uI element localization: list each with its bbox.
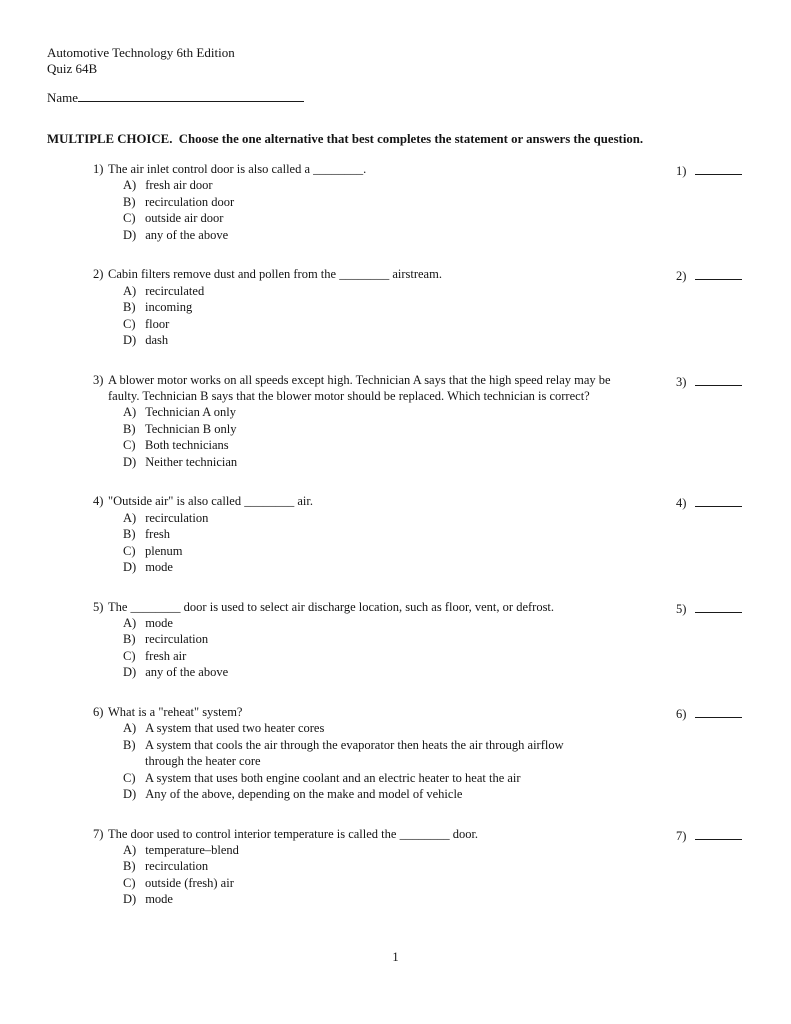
choice-text — [145, 227, 228, 243]
choice-row — [123, 437, 746, 453]
choice-letter: C) — [123, 875, 136, 890]
answer-slot — [676, 373, 742, 390]
quiz-number: Quiz 64B — [47, 60, 98, 76]
answer-blank-line — [695, 162, 742, 175]
answer-number: 7) — [676, 828, 687, 843]
choice-text — [145, 526, 170, 542]
choice-letter: A) — [123, 510, 137, 525]
choice-letter: D) — [123, 454, 137, 469]
answer-blank-line — [695, 373, 742, 386]
choice-text-line: temperature–blend — [145, 842, 239, 857]
choice-text-line: fresh — [145, 527, 170, 542]
choice-row — [123, 737, 746, 770]
choice-letter: D) — [123, 227, 137, 242]
question — [93, 161, 746, 243]
choice-text-line: outside air door — [145, 211, 224, 226]
question-text-line: The ________ door is used to select air discharge location, such as floor, vent, or defrost. — [108, 599, 555, 614]
question-text — [108, 372, 611, 405]
answer-slot — [676, 162, 742, 179]
choice-text-line: recirculation — [145, 510, 209, 525]
answer-slot — [676, 494, 742, 511]
choices-list — [123, 404, 746, 470]
answer-slot — [676, 827, 742, 844]
choice-letter: A) — [123, 615, 137, 630]
question-text-line: faulty. Technician B says that the blower motor should be replaced. Which technician is correct? — [108, 388, 590, 403]
name-blank-line — [78, 88, 304, 102]
question-number: 6) — [93, 704, 104, 719]
answer-number: 3) — [676, 374, 687, 389]
choice-letter: B) — [123, 421, 136, 436]
question-text — [108, 599, 554, 615]
choice-text — [145, 194, 234, 210]
choice-text — [145, 177, 212, 193]
answer-slot — [676, 705, 742, 722]
question-number: 7) — [93, 826, 104, 841]
choice-row — [123, 332, 746, 348]
choice-text — [145, 283, 204, 299]
choice-letter: C) — [123, 770, 136, 785]
choice-letter: D) — [123, 892, 137, 907]
choice-text-line: floor — [145, 316, 170, 331]
choice-text-line: mode — [145, 892, 173, 907]
answer-number: 1) — [676, 164, 687, 178]
question-text — [108, 704, 242, 720]
choice-text-line: mode — [145, 560, 173, 575]
choice-text — [145, 891, 173, 907]
answer-blank-line — [695, 705, 742, 718]
choice-letter: A) — [123, 283, 137, 298]
question-stem — [93, 599, 746, 615]
choice-row — [123, 720, 746, 736]
question — [93, 266, 746, 348]
choice-text — [145, 299, 192, 315]
choice-text — [145, 786, 462, 802]
choice-text-line: recirculated — [145, 283, 205, 298]
choice-row — [123, 454, 746, 470]
choice-row — [123, 631, 746, 647]
choices-list — [123, 510, 746, 576]
question-text-line: Cabin filters remove dust and pollen from the ________ airstream. — [108, 267, 442, 282]
question-text — [108, 826, 478, 842]
question — [93, 704, 746, 803]
section-heading: MULTIPLE CHOICE. Choose the one alternative that best completes the statement or answers the question. — [47, 132, 644, 146]
choice-row — [123, 786, 746, 802]
choice-text-line: Technician B only — [145, 421, 237, 436]
answer-number: 5) — [676, 601, 687, 616]
choice-letter: B) — [123, 737, 136, 752]
choice-text-line: any of the above — [145, 665, 229, 680]
choice-row — [123, 210, 746, 226]
question-text-line: A blower motor works on all speeds except high. Technician A says that the high speed relay may be — [108, 372, 611, 387]
choice-row — [123, 299, 746, 315]
choice-row — [123, 858, 746, 874]
choice-text-line: mode — [145, 615, 173, 630]
question-number: 1) — [93, 162, 104, 176]
answer-number: 4) — [676, 496, 687, 511]
page-number: 1 — [392, 950, 399, 964]
choice-text — [145, 631, 208, 647]
choice-row — [123, 194, 746, 210]
question-stem — [93, 493, 746, 509]
question-stem — [93, 826, 746, 842]
choice-text — [145, 437, 229, 453]
choice-text — [145, 454, 237, 470]
choice-text — [145, 875, 234, 891]
answer-blank-line — [695, 600, 742, 613]
choice-row — [123, 227, 746, 243]
choice-text-line: A system that cools the air through the evaporator then heats the air through airflow — [145, 737, 564, 752]
choice-row — [123, 770, 746, 786]
choice-letter: A) — [123, 842, 137, 857]
question-text-line: What is a "reheat" system? — [108, 704, 243, 719]
choice-row — [123, 510, 746, 526]
choice-text — [145, 316, 169, 332]
question-number: 3) — [93, 372, 104, 387]
choice-text-line: Neither technician — [145, 454, 238, 469]
choice-text-line: recirculation door — [145, 194, 235, 209]
question-text-line: The door used to control interior temperature is called the ________ door. — [108, 826, 479, 841]
choice-row — [123, 404, 746, 420]
choice-text-line: dash — [145, 333, 169, 348]
choice-row — [123, 526, 746, 542]
choice-text-line: through the heater core — [145, 754, 261, 769]
choices-list — [123, 177, 746, 243]
choice-row — [123, 875, 746, 891]
choice-row — [123, 615, 746, 631]
question-text — [108, 161, 366, 177]
choice-row — [123, 316, 746, 332]
choice-text — [145, 664, 228, 680]
questions-list — [93, 161, 746, 931]
choice-text-line: recirculation — [145, 632, 209, 647]
choice-text-line: plenum — [145, 543, 183, 558]
choice-text — [145, 510, 208, 526]
question-text — [108, 493, 313, 509]
question-stem — [93, 372, 746, 405]
choice-text — [145, 737, 564, 770]
choice-text — [145, 421, 236, 437]
choice-text-line: fresh air door — [145, 178, 213, 193]
question-stem — [93, 266, 746, 282]
choice-letter: D) — [123, 787, 137, 802]
choice-text — [145, 648, 186, 664]
question-stem — [93, 704, 746, 720]
name-row — [47, 88, 304, 106]
question-text-line: The air inlet control door is also called a ________. — [108, 162, 367, 176]
answer-blank-line — [695, 267, 742, 280]
choice-text — [145, 770, 521, 786]
question — [93, 372, 746, 471]
choices-list — [123, 720, 746, 802]
answer-number: 2) — [676, 269, 687, 284]
question-stem — [93, 161, 746, 177]
choice-letter: A) — [123, 178, 137, 193]
choice-text-line: incoming — [145, 300, 193, 315]
choice-text-line: A system that uses both engine coolant and an electric heater to heat the air — [145, 770, 521, 785]
choice-text — [145, 543, 183, 559]
choice-text-line: Both technicians — [145, 438, 229, 453]
choice-text-line: any of the above — [145, 227, 229, 242]
choice-row — [123, 559, 746, 575]
answer-slot — [676, 267, 742, 284]
choice-letter: C) — [123, 543, 136, 558]
choice-text — [145, 615, 173, 631]
choice-letter: C) — [123, 211, 136, 226]
choice-text-line: Any of the above, depending on the make and model of vehicle — [145, 787, 463, 802]
choice-letter: C) — [123, 438, 136, 453]
answer-slot — [676, 600, 742, 617]
choice-row — [123, 648, 746, 664]
document-header — [47, 45, 235, 76]
question-number: 2) — [93, 267, 104, 282]
question — [93, 599, 746, 681]
choice-row — [123, 421, 746, 437]
choice-letter: B) — [123, 527, 136, 542]
choice-row — [123, 842, 746, 858]
choice-row — [123, 664, 746, 680]
choice-letter: B) — [123, 194, 136, 209]
question-number: 5) — [93, 599, 104, 614]
choice-text-line: A system that used two heater cores — [145, 721, 325, 736]
choice-letter: C) — [123, 648, 136, 663]
choice-text — [145, 858, 208, 874]
choice-text — [145, 332, 168, 348]
choice-text — [145, 559, 173, 575]
choice-row — [123, 283, 746, 299]
choice-letter: A) — [123, 405, 137, 420]
choice-row — [123, 177, 746, 193]
question — [93, 493, 746, 575]
choice-text — [145, 210, 223, 226]
choice-letter: D) — [123, 665, 137, 680]
answer-blank-line — [695, 494, 742, 507]
choice-letter: B) — [123, 632, 136, 647]
choice-text — [145, 404, 236, 420]
choices-list — [123, 283, 746, 349]
choice-letter: A) — [123, 721, 137, 736]
question-text-line: "Outside air" is also called ________ air. — [108, 494, 313, 509]
answer-number: 6) — [676, 706, 687, 721]
document-title: Automotive Technology 6th Edition — [47, 45, 235, 60]
choice-letter: C) — [123, 316, 136, 331]
choices-list — [123, 615, 746, 681]
choices-list — [123, 842, 746, 908]
choice-text — [145, 720, 324, 736]
choice-row — [123, 891, 746, 907]
question-number: 4) — [93, 494, 104, 509]
choice-letter: D) — [123, 560, 137, 575]
choice-text — [145, 842, 239, 858]
choice-letter: B) — [123, 300, 136, 315]
choice-letter: D) — [123, 333, 137, 348]
choice-text-line: Technician A only — [145, 405, 236, 420]
choice-row — [123, 543, 746, 559]
choice-text-line: fresh air — [145, 648, 187, 663]
name-label: Name — [47, 90, 79, 105]
choice-letter: B) — [123, 859, 136, 874]
answer-blank-line — [695, 827, 742, 840]
choice-text-line: recirculation — [145, 859, 209, 874]
question — [93, 826, 746, 908]
choice-text-line: outside (fresh) air — [145, 875, 234, 890]
question-text — [108, 266, 442, 282]
